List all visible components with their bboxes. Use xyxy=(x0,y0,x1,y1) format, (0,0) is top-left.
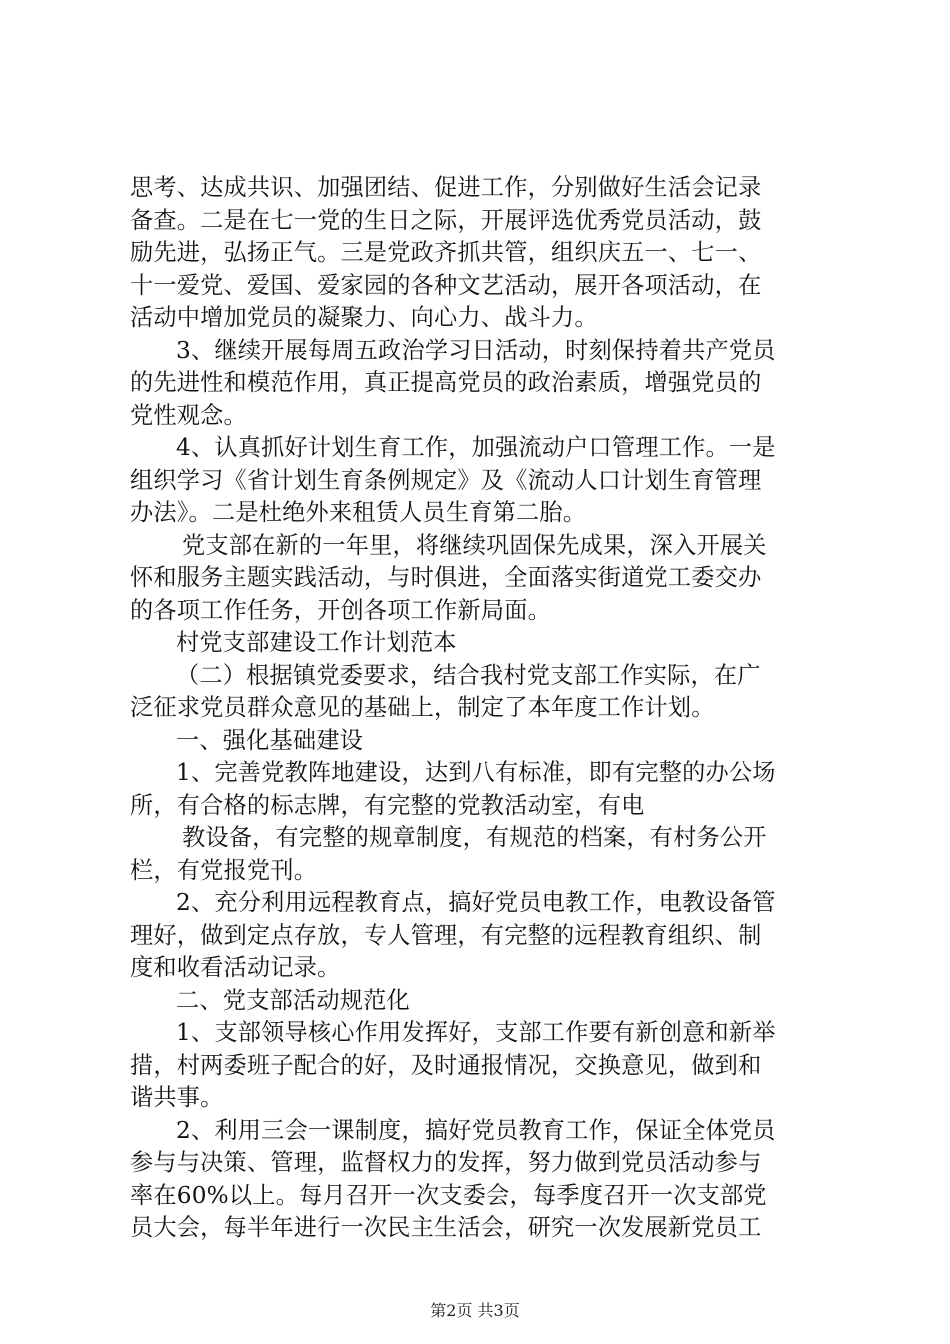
document-body xyxy=(130,172,830,1245)
text-line: 办法》。二是杜绝外来租赁人员生育第二胎。 xyxy=(130,499,587,526)
text-line: 组织学习《省计划生育条例规定》及《流动人口计划生育管理 xyxy=(130,466,762,494)
text-line: 十一爱党、爱国、爱家园的各种文艺活动，展开各项活动，在 xyxy=(130,271,762,299)
text-line: 3、继续开展每周五政治学习日活动，时刻保持着共产党员 xyxy=(176,336,776,364)
text-line: 栏，有党报党刊。 xyxy=(130,856,318,884)
text-line: 员大会，每半年进行一次民主生活会，研究一次发展新党员工 xyxy=(130,1214,762,1241)
text-line: 备查。二是在七一党的生日之际，开展评选优秀党员活动，鼓 xyxy=(130,206,762,234)
text-line: 措，村两委班子配合的好，及时通报情况，交换意见，做到和 xyxy=(130,1051,762,1079)
text-line: 怀和服务主题实践活动，与时俱进，全面落实街道党工委交办 xyxy=(130,564,762,591)
text-line: 4、认真抓好计划生育工作，加强流动户口管理工作。一是 xyxy=(176,434,776,461)
text-line: （二）根据镇党委要求，结合我村党支部工作实际，在广 xyxy=(176,661,761,689)
page-footer: 第2页 共3页 xyxy=(430,1301,520,1320)
text-line: 教设备，有完整的规章制度，有规范的档案，有村务公开 xyxy=(182,824,767,851)
text-line: 2、利用三会一课制度，搞好党员教育工作，保证全体党员 xyxy=(176,1116,776,1144)
text-line: 二、党支部活动规范化 xyxy=(176,986,410,1014)
text-line: 2、充分利用远程教育点，搞好党员电教工作，电教设备管 xyxy=(176,889,776,916)
text-line: 一、强化基础建设 xyxy=(176,726,364,754)
text-line: 所，有合格的标志牌，有完整的党教活动室，有电 xyxy=(130,791,645,819)
text-line: 泛征求党员群众意见的基础上，制定了本年度工作计划。 xyxy=(130,694,715,721)
text-line: 思考、达成共识、加强团结、促进工作，分别做好生活会记录 xyxy=(130,174,762,201)
text-line: 参与与决策、管理，监督权力的发挥，努力做到党员活动参与 xyxy=(130,1149,762,1176)
text-line: 度和收看活动记录。 xyxy=(130,954,341,981)
text-line: 率在60%以上。每月召开一次支委会，每季度召开一次支部党 xyxy=(130,1181,767,1209)
text-line: 1、完善党教阵地建设，达到八有标准，即有完整的办公场 xyxy=(176,759,776,786)
text-line: 村党支部建设工作计划范本 xyxy=(176,629,457,656)
text-line: 励先进，弘扬正气。三是党政齐抓共管，组织庆五一、七一、 xyxy=(130,239,762,266)
text-line: 谐共事。 xyxy=(130,1084,224,1111)
text-line: 理好，做到定点存放，专人管理，有完整的远程教育组织、制 xyxy=(130,921,762,949)
text-line: 的先进性和模范作用，真正提高党员的政治素质，增强党员的 xyxy=(130,369,762,396)
text-line: 活动中增加党员的凝聚力、向心力、战斗力。 xyxy=(130,304,598,331)
text-line: 的各项工作任务，开创各项工作新局面。 xyxy=(130,596,551,624)
text-line: 党性观念。 xyxy=(130,401,247,429)
text-line: 党支部在新的一年里，将继续巩固保先成果，深入开展关 xyxy=(182,531,767,559)
text-line: 1、支部领导核心作用发挥好，支部工作要有新创意和新举 xyxy=(176,1019,776,1046)
